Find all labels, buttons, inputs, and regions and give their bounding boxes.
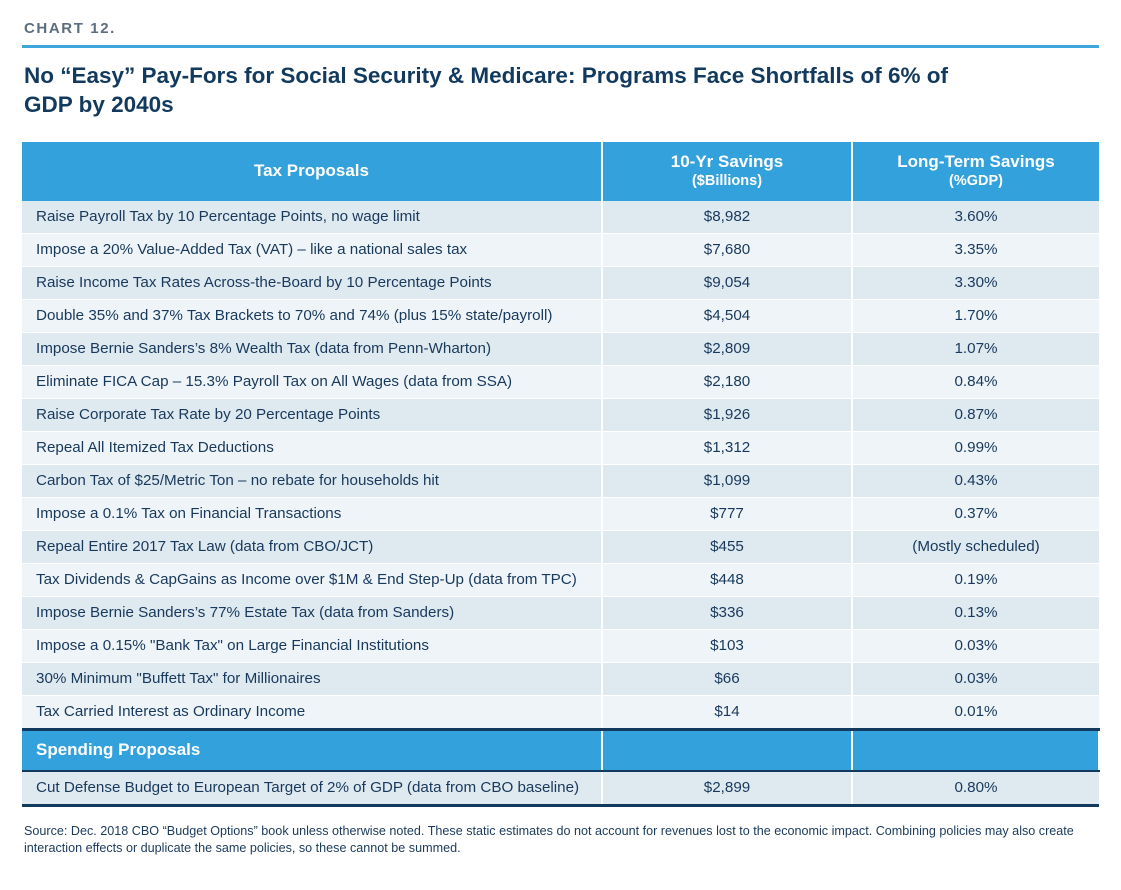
column-header-longterm-sub: (%GDP) — [949, 172, 1003, 189]
column-header-proposals-label: Tax Proposals — [254, 160, 369, 180]
row-long-term-savings: 0.19% — [852, 563, 1099, 596]
row-long-term-savings: 0.03% — [852, 629, 1099, 662]
column-header-10yr-sub: ($Billions) — [691, 172, 763, 189]
tax-proposals-table — [22, 142, 1100, 807]
table-row — [22, 299, 1099, 332]
section-header-10yr — [602, 729, 852, 771]
table-row — [22, 596, 1099, 629]
table-row — [22, 629, 1099, 662]
table-row — [22, 464, 1099, 497]
source-note: Source: Dec. 2018 CBO “Budget Options” book unless otherwise noted. These static estimates do not account for revenues lost to the economic impact. Combining policies may also create interaction effects or duplicate the same policies, so these cannot be summed. — [24, 823, 1074, 855]
row-label: Raise Payroll Tax by 10 Percentage Points, no wage limit — [22, 201, 602, 234]
row-label: Repeal Entire 2017 Tax Law (data from CBO/JCT) — [22, 530, 602, 563]
row-label: Impose a 20% Value-Added Tax (VAT) – like a national sales tax — [22, 233, 602, 266]
table-row — [22, 497, 1099, 530]
row-label: Tax Carried Interest as Ordinary Income — [22, 695, 602, 729]
row-label: Raise Corporate Tax Rate by 20 Percentage Points — [22, 398, 602, 431]
section-header-label: Spending Proposals — [22, 729, 602, 771]
header-divider — [22, 45, 1099, 48]
row-label: Carbon Tax of $25/Metric Ton – no rebate for households hit — [22, 464, 602, 497]
table-row — [22, 398, 1099, 431]
row-10yr-savings: $8,982 — [602, 201, 852, 234]
row-10yr-savings: $9,054 — [602, 266, 852, 299]
row-label: Impose Bernie Sanders’s 77% Estate Tax (data from Sanders) — [22, 596, 602, 629]
table-row — [22, 266, 1099, 299]
row-long-term-savings: 3.35% — [852, 233, 1099, 266]
row-10yr-savings: $14 — [602, 695, 852, 729]
row-label: Cut Defense Budget to European Target of 2% of GDP (data from CBO baseline) — [22, 771, 602, 806]
column-header-longterm-label: Long-Term Savings — [897, 151, 1055, 171]
row-10yr-savings: $1,312 — [602, 431, 852, 464]
row-label: Impose Bernie Sanders’s 8% Wealth Tax (data from Penn-Wharton) — [22, 332, 602, 365]
row-label: Tax Dividends & CapGains as Income over $1M & End Step-Up (data from TPC) — [22, 563, 602, 596]
row-long-term-savings: 3.30% — [852, 266, 1099, 299]
row-long-term-savings: 0.03% — [852, 662, 1099, 695]
row-label: 30% Minimum "Buffett Tax" for Millionaires — [22, 662, 602, 695]
page-title: No “Easy” Pay-Fors for Social Security & Medicare: Programs Face Shortfalls of 6% of GDP by 2040s — [24, 63, 949, 117]
table-row — [22, 431, 1099, 464]
row-10yr-savings: $448 — [602, 563, 852, 596]
row-long-term-savings: 0.37% — [852, 497, 1099, 530]
row-long-term-savings: 0.43% — [852, 464, 1099, 497]
column-header-longterm — [852, 142, 1099, 201]
row-10yr-savings: $2,899 — [602, 771, 852, 806]
row-10yr-savings: $1,926 — [602, 398, 852, 431]
row-label: Impose a 0.1% Tax on Financial Transactions — [22, 497, 602, 530]
section-header-longterm — [852, 729, 1099, 771]
row-long-term-savings: 1.70% — [852, 299, 1099, 332]
row-10yr-savings: $7,680 — [602, 233, 852, 266]
column-header-proposals — [22, 142, 602, 201]
table-row — [22, 771, 1099, 806]
row-label: Repeal All Itemized Tax Deductions — [22, 431, 602, 464]
table-row — [22, 695, 1099, 729]
table-row — [22, 365, 1099, 398]
table-row — [22, 233, 1099, 266]
row-10yr-savings: $336 — [602, 596, 852, 629]
table-header — [22, 142, 1099, 201]
row-10yr-savings: $2,809 — [602, 332, 852, 365]
row-10yr-savings: $66 — [602, 662, 852, 695]
row-10yr-savings: $777 — [602, 497, 852, 530]
table-body — [22, 201, 1099, 806]
row-10yr-savings: $4,504 — [602, 299, 852, 332]
row-long-term-savings: 0.99% — [852, 431, 1099, 464]
chart-number-label: CHART 12. — [24, 20, 116, 37]
table-row — [22, 332, 1099, 365]
table-header-row — [22, 142, 1099, 201]
row-long-term-savings: (Mostly scheduled) — [852, 530, 1099, 563]
table-row — [22, 530, 1099, 563]
row-10yr-savings: $103 — [602, 629, 852, 662]
table-row — [22, 662, 1099, 695]
table-row — [22, 563, 1099, 596]
row-label: Eliminate FICA Cap – 15.3% Payroll Tax on All Wages (data from SSA) — [22, 365, 602, 398]
section-header-row — [22, 729, 1099, 771]
row-10yr-savings: $455 — [602, 530, 852, 563]
row-long-term-savings: 0.87% — [852, 398, 1099, 431]
row-long-term-savings: 3.60% — [852, 201, 1099, 234]
row-long-term-savings: 0.80% — [852, 771, 1099, 806]
column-header-10yr — [602, 142, 852, 201]
column-header-10yr-label: 10-Yr Savings — [670, 151, 784, 171]
row-label: Raise Income Tax Rates Across-the-Board by 10 Percentage Points — [22, 266, 602, 299]
row-long-term-savings: 0.84% — [852, 365, 1099, 398]
row-long-term-savings: 0.01% — [852, 695, 1099, 729]
row-label: Impose a 0.15% "Bank Tax" on Large Financial Institutions — [22, 629, 602, 662]
row-long-term-savings: 0.13% — [852, 596, 1099, 629]
row-long-term-savings: 1.07% — [852, 332, 1099, 365]
row-10yr-savings: $1,099 — [602, 464, 852, 497]
row-label: Double 35% and 37% Tax Brackets to 70% and 74% (plus 15% state/payroll) — [22, 299, 602, 332]
row-10yr-savings: $2,180 — [602, 365, 852, 398]
table-row — [22, 201, 1099, 234]
